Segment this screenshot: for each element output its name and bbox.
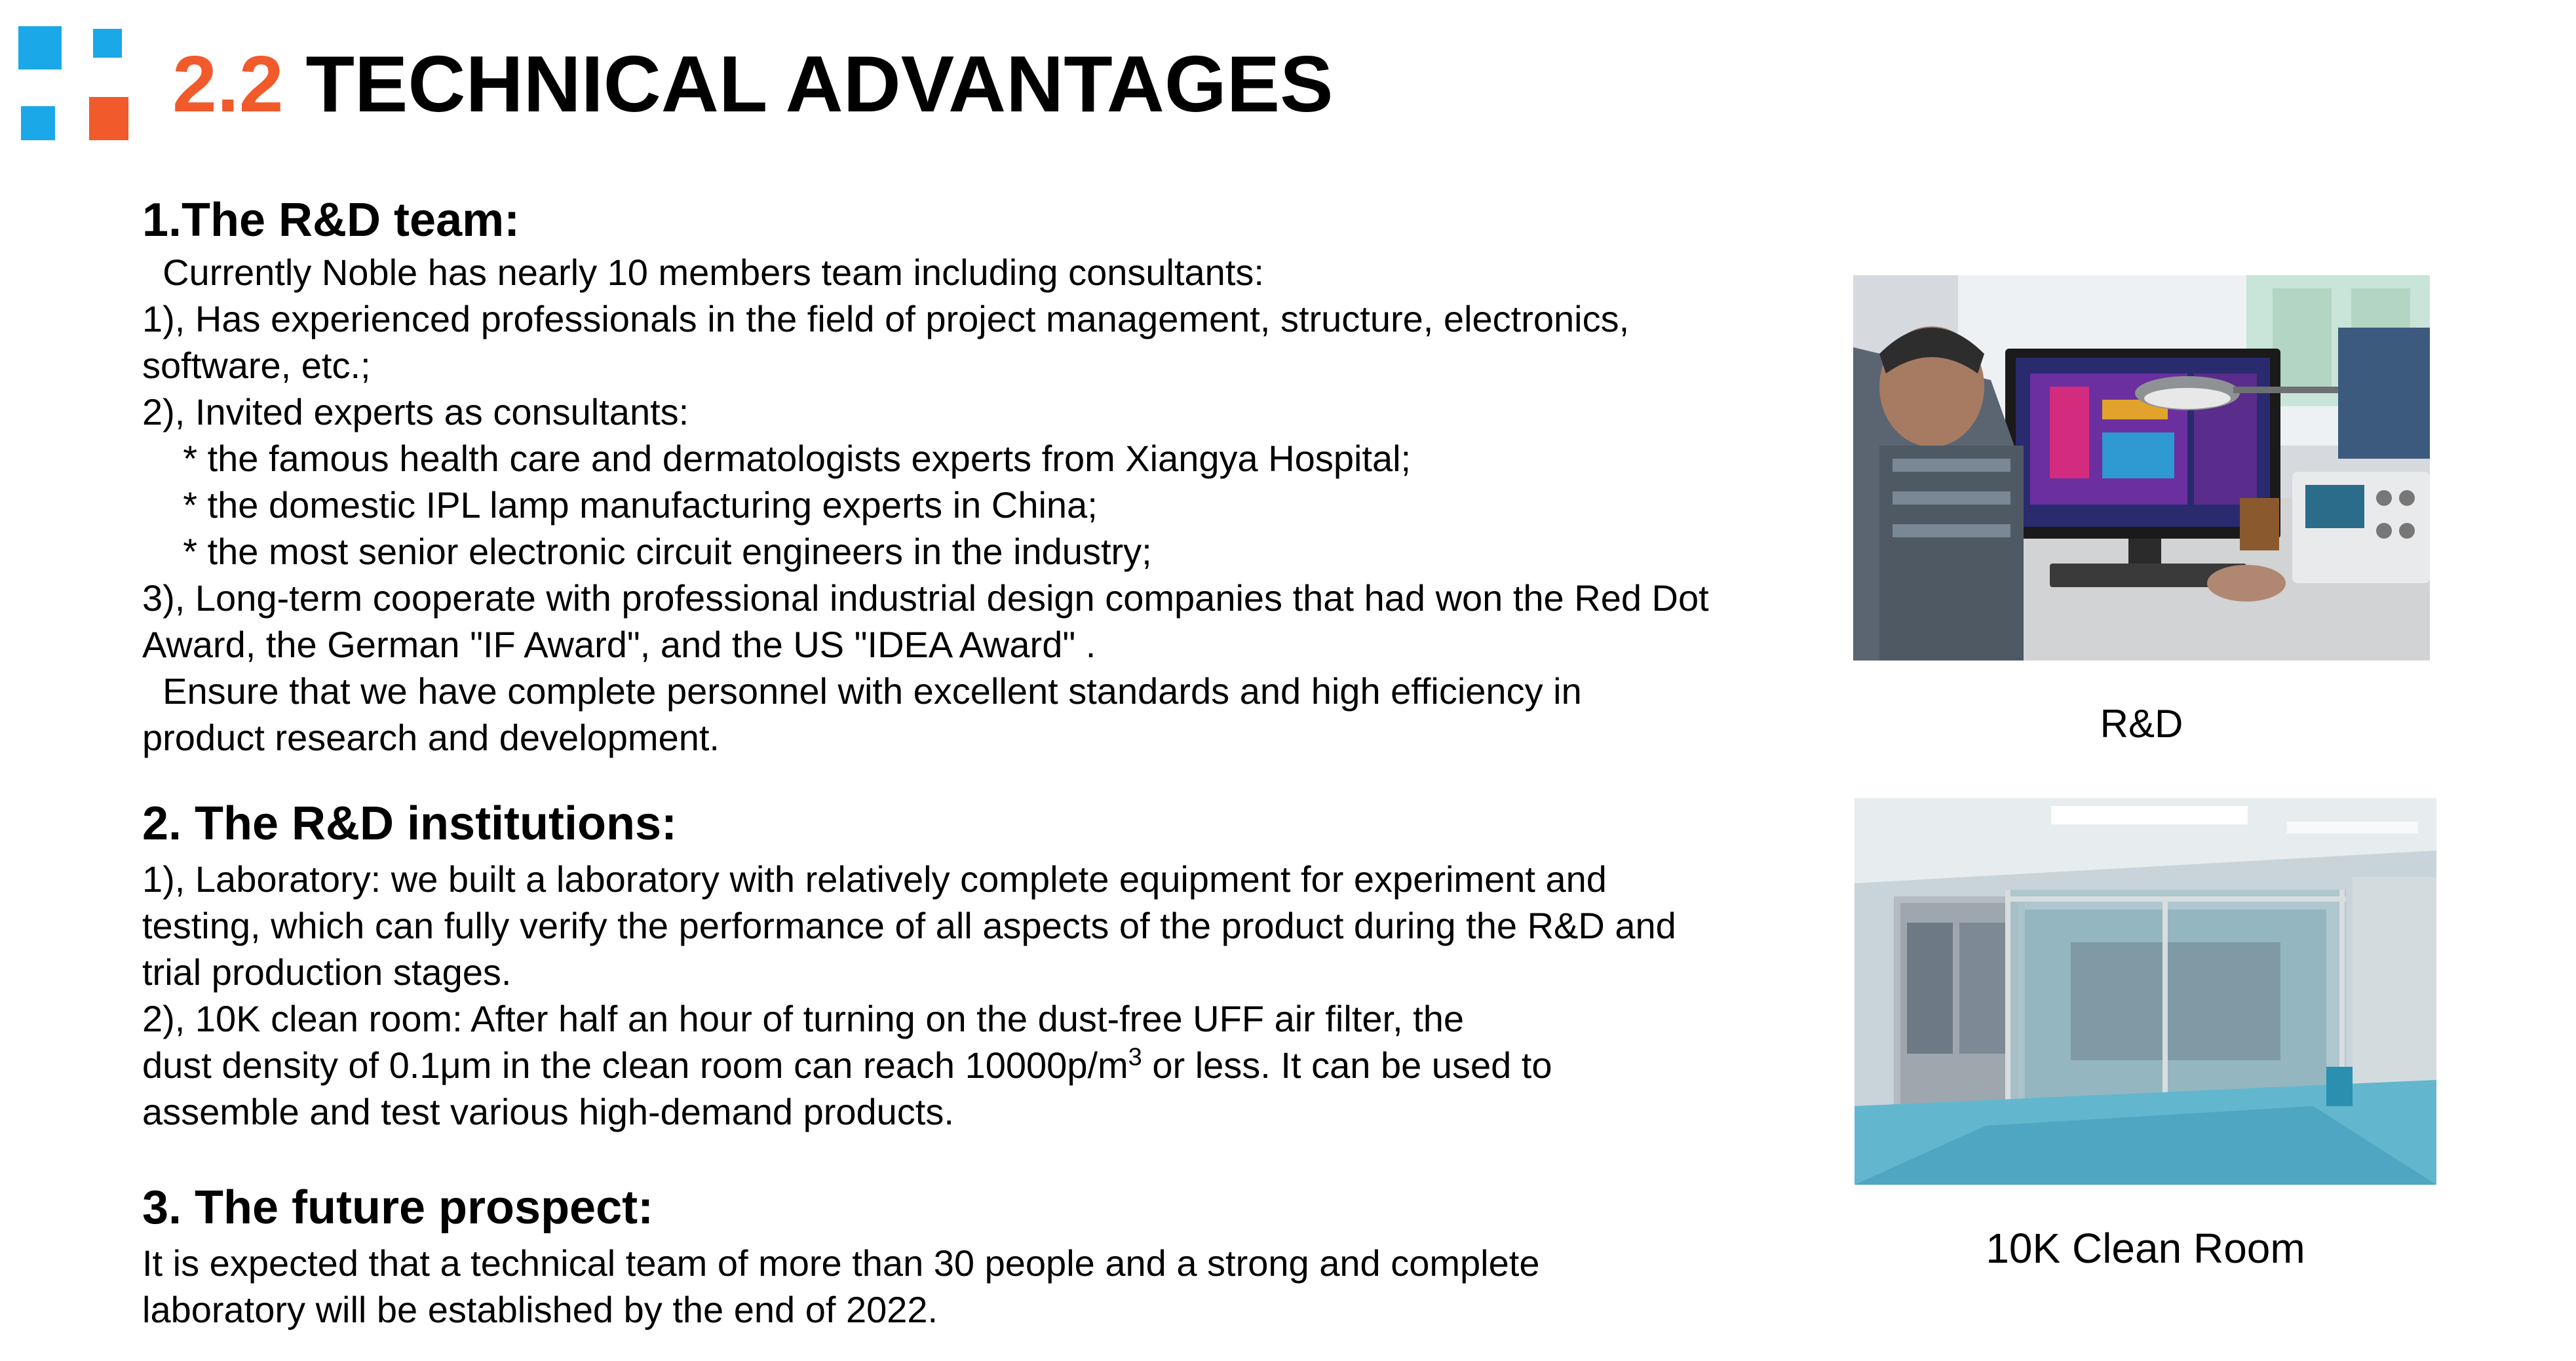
caption-rd: R&D	[2100, 702, 2183, 746]
logo-square-orange-bottom-right	[89, 97, 128, 140]
section-number: 2.2	[172, 39, 284, 128]
text-line: trial production stages.	[142, 951, 512, 993]
text-line: Currently Noble has nearly 10 members team including consultants:	[142, 252, 1264, 293]
text-line: Ensure that we have complete personnel with excellent standards and high efficiency in	[142, 670, 1582, 712]
text-line: 2), 10K clean room: After half an hour of turning on the dust-free UFF air filter, the	[142, 998, 1465, 1039]
text-line: * the famous health care and dermatologists experts from Xiangya Hospital;	[142, 438, 1412, 479]
text-line: 1), Laboratory: we built a laboratory with relatively complete equipment for experiment and	[142, 858, 1607, 900]
section-body-rd-institutions	[142, 856, 1676, 1135]
text-line: * the most senior electronic circuit engineers in the industry;	[142, 531, 1152, 572]
superscript-exponent: 3	[1128, 1043, 1142, 1071]
text-line: Award, the German "IF Award", and the US "IDEA Award" .	[142, 624, 1096, 665]
section-body-future-prospect	[142, 1240, 1539, 1333]
page-title	[172, 38, 1333, 130]
text-line: 2), Invited experts as consultants:	[142, 391, 689, 432]
text-line: laboratory will be established by the end of 2022.	[142, 1289, 938, 1330]
text-line-density: dust density of 0.1μm in the clean room can reach $10000p/m^3$ or less. It can be used to	[142, 1043, 1552, 1086]
text-line: * the domestic IPL lamp manufacturing experts in China;	[142, 484, 1098, 526]
section-body-rd-team	[142, 249, 1709, 761]
text-line: software, etc.;	[142, 345, 371, 386]
clean-room-photo	[1855, 798, 2436, 1185]
logo-square-blue-bottom-left	[21, 106, 55, 140]
caption-clean-room: 10K Clean Room	[1986, 1225, 2305, 1272]
text-line: It is expected that a technical team of more than 30 people and a strong and complete	[142, 1242, 1540, 1284]
logo-square-blue-top-right	[93, 29, 122, 58]
section-heading-future-prospect: 3. The future prospect:	[142, 1181, 654, 1234]
section-heading-rd-institutions: 2. The R&D institutions:	[142, 797, 677, 850]
text-line: 1), Has experienced professionals in the field of project management, structure, electronics,	[142, 298, 1630, 339]
title-text: TECHNICAL ADVANTAGES	[305, 39, 1334, 128]
text-line: testing, which can fully verify the performance of all aspects of the product during the R&D and	[142, 905, 1676, 946]
text-line: assemble and test various high-demand products.	[142, 1091, 954, 1132]
rd-lab-photo	[1853, 275, 2430, 661]
company-logo	[18, 26, 128, 144]
text-line: product research and development.	[142, 717, 720, 758]
section-heading-rd-team: 1.The R&D team:	[142, 194, 520, 246]
logo-square-blue-top-left	[18, 26, 62, 69]
text-line: 3), Long-term cooperate with professional industrial design companies that had won the Red Dot	[142, 577, 1709, 619]
